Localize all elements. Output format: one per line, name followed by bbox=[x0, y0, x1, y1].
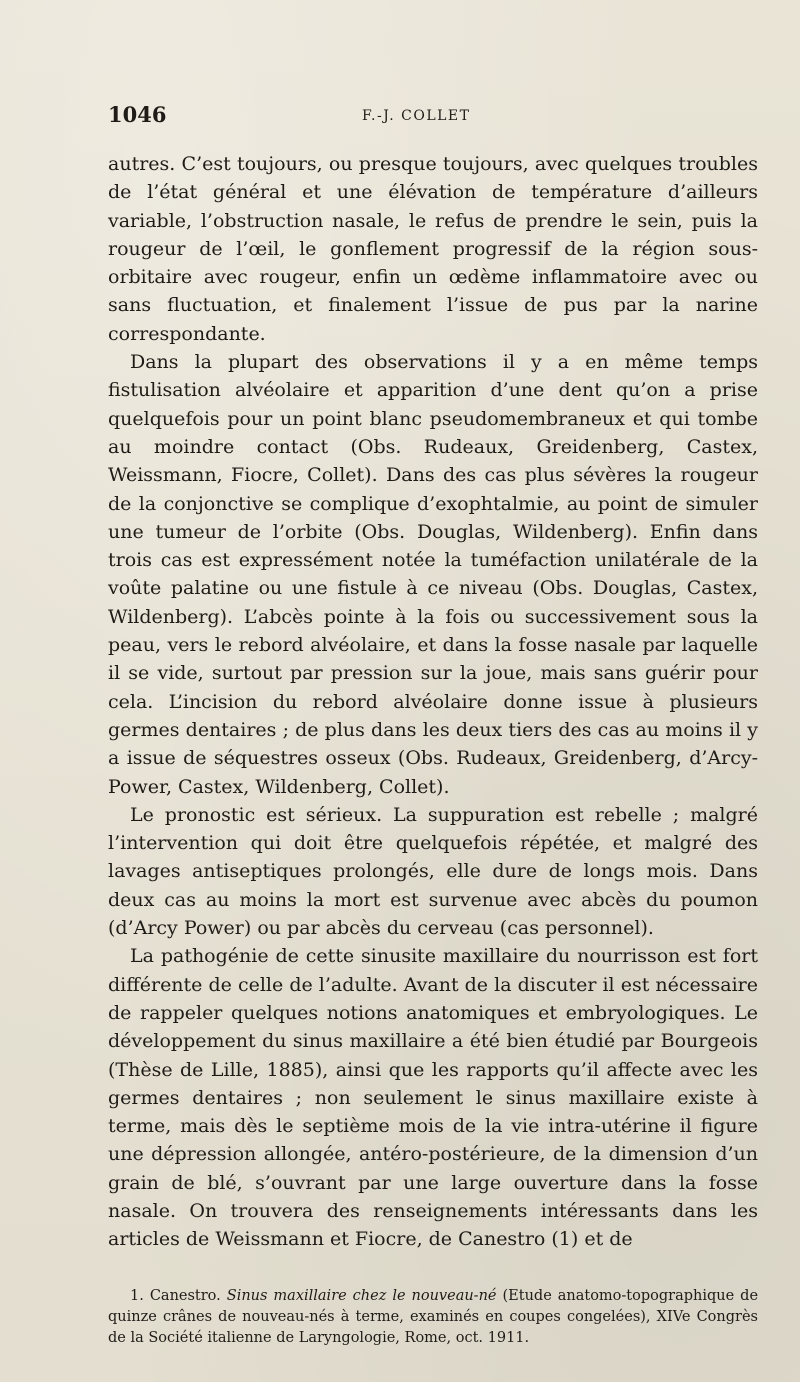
page-number: 1046 bbox=[108, 102, 167, 127]
paragraph: Le pronostic est sérieux. La suppuration est rebelle ; malgré l’intervention qui doit être quelquefois répétée, et malgré des lavages antiseptiques prolongés, elle dure de longs mois. Dans deux cas au moins la mort est survenue avec abcès du poumon (d’Arcy Power) ou par abcès du cerveau (cas personnel). bbox=[108, 803, 758, 940]
paragraph: autres. C’est toujours, ou presque toujours, avec quelques troubles de l’état général et une élévation de température d’ailleurs variable, l’obstruction nasale, le refus de prendre le sein, puis la rougeur de l’œil, le gonflement progressif de la région sous-orbitaire avec rougeur, enfin un œdème inflammatoire avec ou sans fluctuation, et finalement l’issue de pus par la narine correspondante. bbox=[108, 153, 758, 345]
paragraph: La pathogénie de cette sinusite maxillaire du nourrisson est fort différente de celle de l’adulte. Avant de la discuter il est nécessaire de rappeler quelques notions anatomiques et embryologiques. Le développement du sinus maxillaire a été bien étudié par Bourgeois (Thèse de Lille, 1885), ainsi que les rapports qu’il affecte avec les germes dentaires ; non seulement le sinus maxillaire existe à terme, mais dès le septième mois de la vie intra-utérine il figure une dépression allongée, antéro-postérieure, de la dimension d’un grain de blé, s’ouvrant par une large ouverture dans la fosse nasale. On trouvera des renseignements intéressants dans les articles de Weissmann et Fiocre, de Canestro (1) et de bbox=[108, 945, 758, 1251]
page-header bbox=[108, 102, 758, 132]
footnote-text: (Etude anatomo-topographique de quinze crânes de nouveau-nés à terme, examinés en coupes congelées), XIVe Congrès de la Société italienne de Laryngologie, Rome, oct. 1911. bbox=[108, 1288, 759, 1346]
running-head: F.-J. COLLET bbox=[362, 108, 471, 124]
footnote-title: Sinus maxillaire chez le nouveau-né bbox=[226, 1288, 497, 1304]
body-text bbox=[108, 150, 758, 1254]
footnote bbox=[108, 1286, 758, 1349]
footnote-author: Canestro. bbox=[149, 1288, 221, 1304]
paragraph: Dans la plupart des observations il y a en même temps fistulisation alvéolaire et apparition d’une dent qu’on a prise quelquefois pour un point blanc pseudomembraneux et qui tombe au moindre contact (Obs. Rudeaux, Greidenberg, Castex, Weissmann, Fiocre, Collet). Dans des cas plus sévères la rougeur de la conjonctive se complique d’exophtalmie, au point de simuler une tumeur de l’orbite (Obs. Douglas, Wildenberg). Enfin dans trois cas est expressément notée la tuméfaction unilatérale de la voûte palatine ou une fistule à ce niveau (Obs. Douglas, Castex, Wildenberg). L’abcès pointe à la fois ou successivement sous la peau, vers le rebord alvéolaire, et dans la fosse nasale par laquelle il se vide, surtout par pression sur la joue, mais sans guérir pour cela. L’incision du rebord alvéolaire donne issue à plusieurs germes dentaires ; de plus dans les deux tiers des cas au moins il y a issue de séquestres osseux (Obs. Rudeaux, Greidenberg, d’Arcy-Power, Castex, Wildenberg, Collet). bbox=[108, 351, 758, 798]
footnote-marker: 1. bbox=[130, 1288, 144, 1304]
